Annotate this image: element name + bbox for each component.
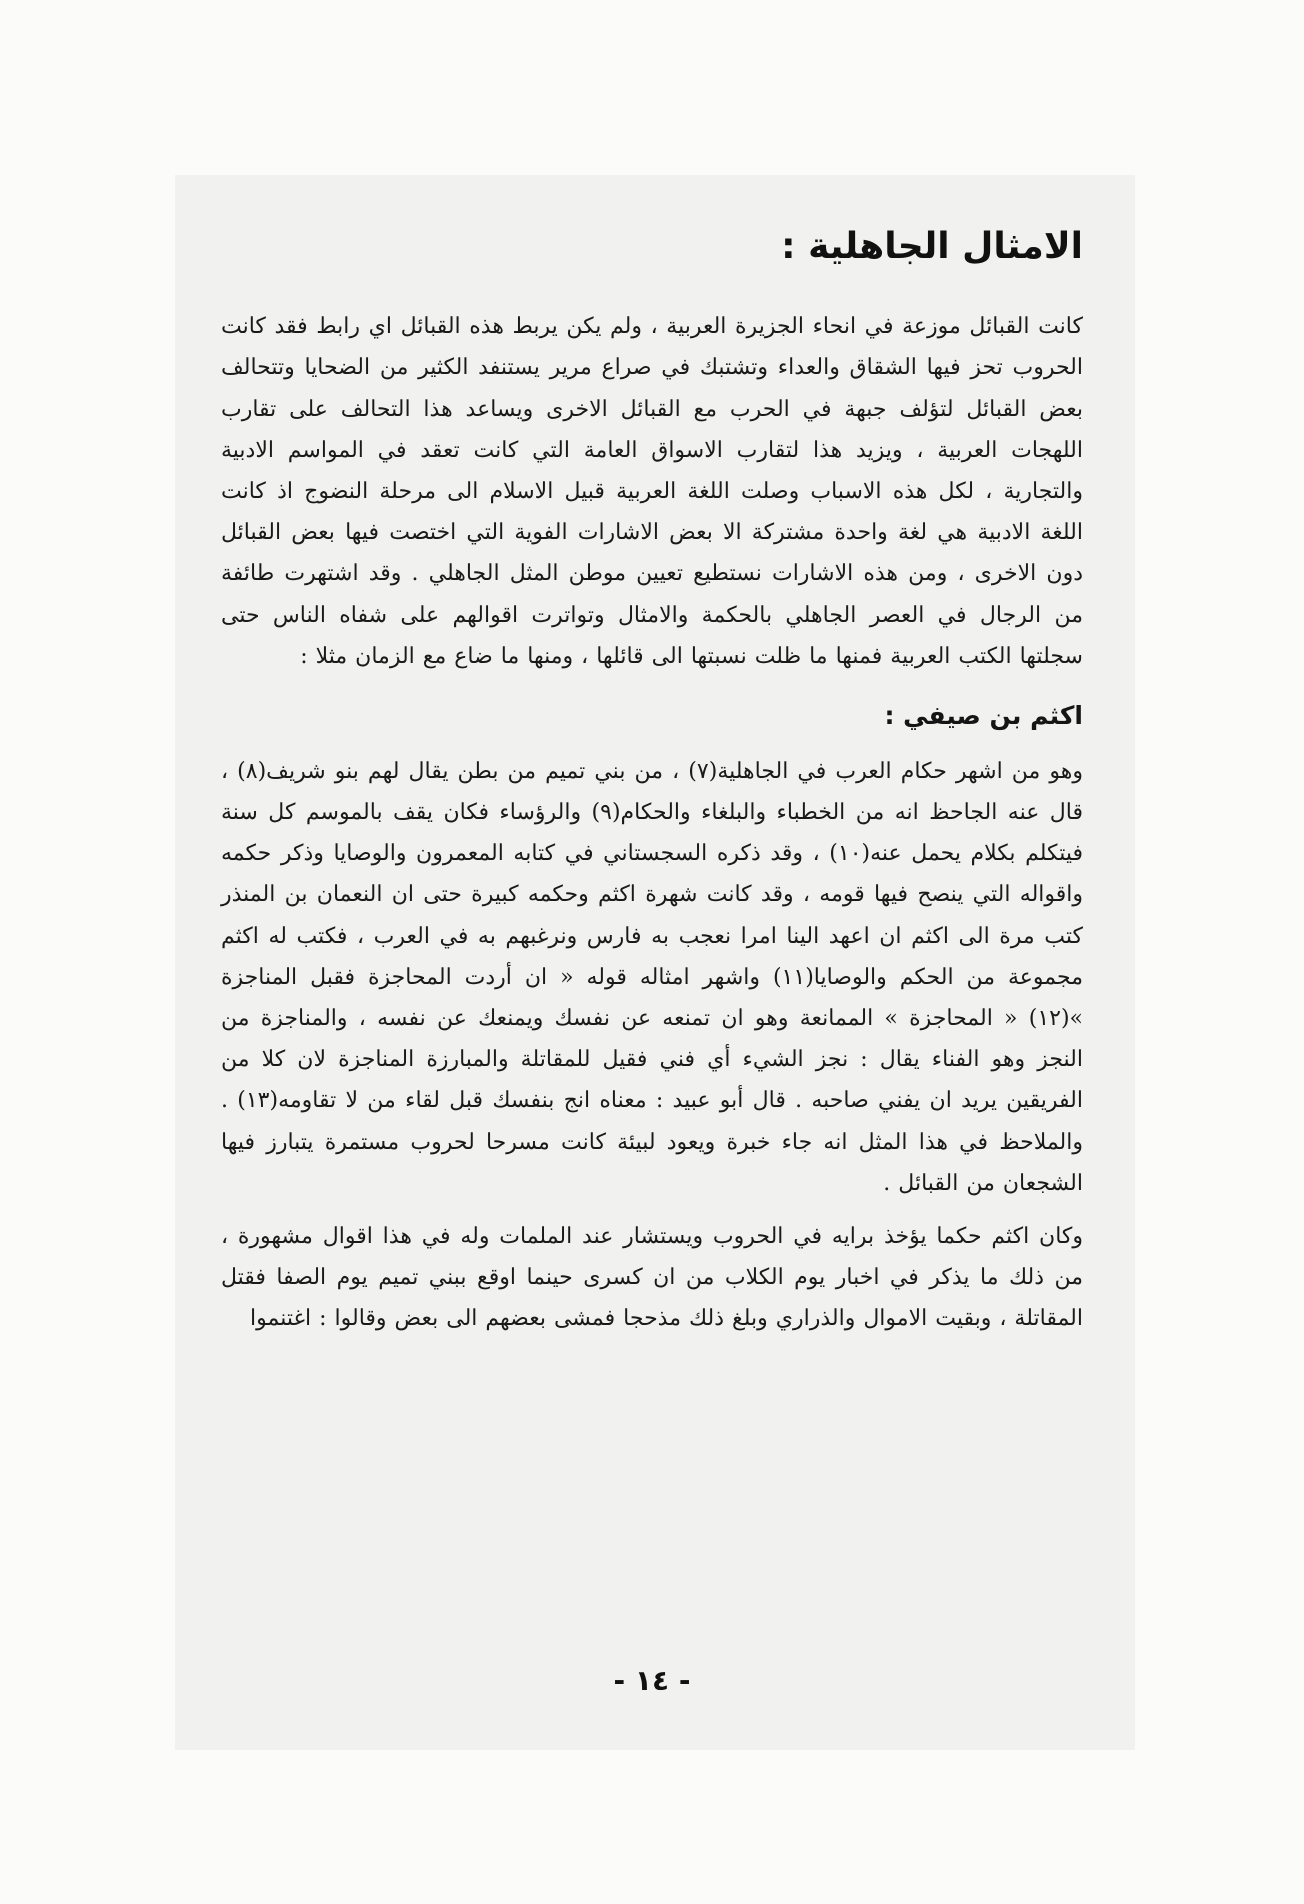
page-title: الامثال الجاهلية : — [781, 226, 1083, 267]
page-number: - ١٤ - — [613, 1664, 691, 1697]
section-paragraph-1: وهو من اشهر حكام العرب في الجاهلية(٧) ، من بني تميم من بطن يقال لهم بنو شريف(٨) ، قال عنه الجاحظ انه من الخطباء والبلغاء والحكام(٩) والرؤساء فكان يقف بالموسم كل سنة فيتكلم بكلام يحمل عنه(١٠) ، وقد ذكره السجستاني في كتابه المعمرون والوصايا وذكر حكمه واقواله التي ينصح فيها قومه ، وقد كانت شهرة اكثم وحكمه كبيرة حتى ان النعمان بن المنذر كتب مرة الى اكثم ان اعهد الينا امرا نعجب به فارس ونرغبهم به في العرب ، فكتب له اكثم مجموعة من الحكم والوصايا(١١) واشهر امثاله قوله « ان أردت المحاجزة فقبل المناجزة »(١٢) « المحاجزة » الممانعة وهو ان تمنعه عن نفسك ويمنعك عن نفسه ، والمناجزة من النجز وهو الفناء يقال : نجز الشيء أي فني فقيل للمقاتلة والمبارزة المناجزة لان كلا من الفريقين يريد ان يفني صاحبه . قال أبو عبيد : معناه انج بنفسك قبل لقاء من لا تقاومه(١٣) . والملاحظ في هذا المثل انه جاء خبرة ويعود لبيئة كانت مسرحا لحروب مستمرة يتبارز فيها الشجعان من القبائل . — [221, 758, 1083, 1196]
intro-paragraph: كانت القبائل موزعة في انحاء الجزيرة العربية ، ولم يكن يربط هذه القبائل اي رابط فقد كانت الحروب تحز فيها الشقاق والعداء وتشتبك في صراع مرير يستنفد الكثير من الضحايا وتتحالف بعض القبائل لتؤلف جبهة في الحرب مع القبائل الاخرى ويساعد هذا التحالف على تقارب اللهجات العربية ، ويزيد هذا لتقارب الاسواق العامة التي كانت تعقد في المواسم الادبية والتجارية ، لكل هذه الاسباب وصلت اللغة العربية قبيل الاسلام الى مرحلة النضوج اذ كانت اللغة الادبية هي لغة واحدة مشتركة الا بعض الاشارات الفوية التي اختصت فيها بعض القبائل دون الاخرى ، ومن هذه الاشارات نستطيع تعيين موطن المثل الجاهلي . وقد اشتهرت طائفة من الرجال في العصر الجاهلي بالحكمة والامثال وتواترت اقوالهم على شفاه الناس حتى سجلتها الكتب العربية فمنها ما ظلت نسبتها الى قائلها ، ومنها ما ضاع مع الزمان مثلا : — [221, 314, 1084, 669]
section-paragraph-2: وكان اكثم حكما يؤخذ برايه في الحروب ويستشار عند الملمات وله في هذا اقوال مشهورة ، من ذلك ما يذكر في اخبار يوم الكلاب من ان كسرى حينما اوقع ببني تميم يوم الصفا فقتل المقاتلة ، وبقيت الاموال والذراري وبلغ ذلك مذحجا فمشى بعضهم الى بعض وقالوا : اغتنموا — [221, 1224, 1084, 1332]
section-title: اكثم بن صيفي : — [884, 701, 1083, 731]
page-content — [221, 225, 1083, 1340]
